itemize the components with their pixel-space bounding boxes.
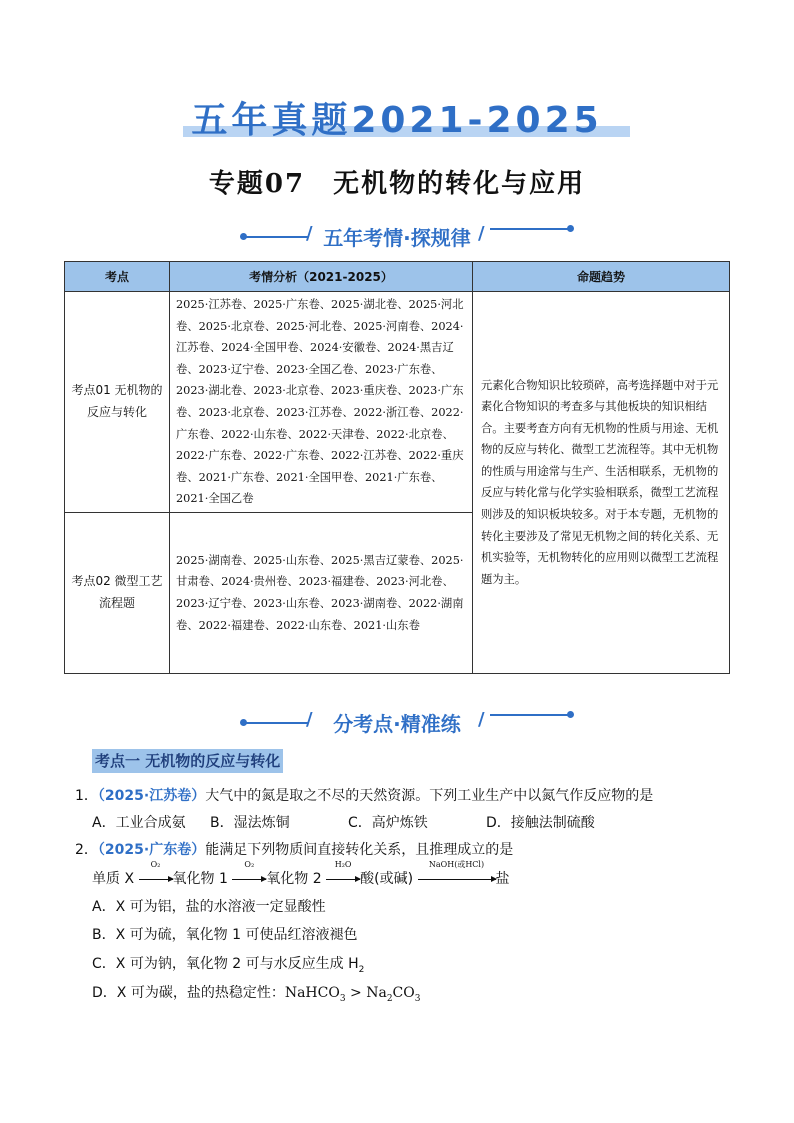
q2-option-c: C．X 可为钠，氧化物 2 可与水反应生成 $H_2$ [92, 956, 365, 975]
q1-option-a: A．工业合成氨 [92, 815, 186, 831]
q1-option-b: B．湿法炼铜 [210, 815, 290, 831]
q2-option-b: B．X 可为硫，氧化物 1 可使品红溶液褪色 [92, 927, 358, 943]
question-text: 能满足下列物质间直接转化关系，且推理成立的是 [205, 842, 514, 858]
banner-title: 分考点·精准练 [333, 712, 461, 736]
q1-option-c: C．高炉炼铁 [348, 815, 428, 831]
chain-substance-2: 氧化物 1 [172, 871, 228, 887]
chain-arrow-4: NaOH(或HCl) [418, 869, 496, 889]
chain-substance-4: 酸(或碱) [360, 871, 414, 887]
page-subtitle: 专题07 无机物的转化与应用 [208, 169, 586, 199]
question-text: 大气中的氮是取之不尽的天然资源。下列工业生产中以氮气作反应物的是 [205, 788, 654, 804]
exam-summary-table [64, 261, 730, 674]
chain-substance-3: 氧化物 2 [266, 871, 322, 887]
chain-arrow-2: O₂ [232, 869, 266, 889]
q2-option-d: D．X 可为碳，盐的热稳定性：NaHCO$_3$ > $Na_2CO_3$ [92, 985, 421, 1004]
table-header-row [65, 262, 730, 292]
chain-substance-1: 单质 X [92, 871, 135, 887]
table-row [65, 292, 730, 513]
section-banner-trends [0, 218, 794, 252]
point-cell-2: 考点02 微型工艺流程题 [65, 512, 170, 673]
conversion-chain [92, 860, 510, 889]
banner-dot-right [567, 711, 574, 718]
banner-slash-left: / [306, 709, 313, 730]
q2-option-a: A．X 可为铝，盐的水溶液一定显酸性 [92, 899, 326, 915]
banner-slash-left: / [306, 223, 313, 244]
point-heading: 考点一 无机物的反应与转化 [92, 749, 283, 773]
analysis-cell-1: 2025·江苏卷、2025·广东卷、2025·湖北卷、2025·河北卷、2025·北京卷、2025·河北卷、2025·河南卷、2024·江苏卷、2024·全国甲卷、2024·安徽卷、2024·黑吉辽卷、2023·辽宁卷、2023·全国乙卷、2023·广东卷、2023·湖北卷、2023·北京卷、2023·重庆卷、2023·广东卷、2023·北京卷、2023·江苏卷、2022·浙江卷、2022·广东卷、2022·山东卷、2022·天津卷、2022·北京卷、2022·广东卷、2022·广东卷、2022·江苏卷、2022·重庆卷、2021·广东卷、2021·全国甲卷、2021·广东卷、2021·全国乙卷 [170, 292, 473, 513]
trend-cell: 元素化合物知识比较琐碎，高考选择题中对于元素化合物知识的考查多与其他板块的知识相结合。主要考查方向有无机物的性质与用途、无机物的反应与转化、微型工艺流程等。其中无机物的性质与用途常与生产、生活相联系，无机物的反应与转化常与化学实验相联系，微型工艺流程则涉及的知识板块较多。对于本专题，无机物的转化主要涉及了常见无机物之间的转化关系、无机实验等，无机物转化的应用则以微型工艺流程题为主。 [473, 292, 730, 674]
banner-dot-right [567, 225, 574, 232]
question-number: 2． [75, 842, 98, 858]
chain-arrow-3: H₂O [326, 869, 360, 889]
q1-option-d: D．接触法制硫酸 [486, 815, 595, 831]
banner-title: 五年考情·探规律 [323, 226, 471, 250]
point-cell-1: 考点01 无机物的反应与转化 [65, 292, 170, 513]
header-analysis: 考情分析（2021-2025） [170, 262, 473, 292]
chain-arrow-1: O₂ [139, 869, 173, 889]
header-trend: 命题趋势 [473, 262, 730, 292]
banner-line-right [490, 714, 568, 716]
banner-line-right [490, 228, 568, 230]
header-point: 考点 [65, 262, 170, 292]
analysis-cell-2: 2025·湖南卷、2025·山东卷、2025·黑吉辽蒙卷、2025·甘肃卷、2024·贵州卷、2023·福建卷、2023·河北卷、2023·辽宁卷、2023·山东卷、2023·湖南卷、2022·湖南卷、2022·福建卷、2022·山东卷、2021·山东卷 [170, 512, 473, 673]
question-source: （2025·江苏卷） [97, 788, 206, 804]
question-number: 1． [75, 788, 98, 804]
question-2-stem [75, 840, 513, 860]
banner-slash-right: / [478, 223, 485, 244]
banner-slash-right: / [478, 709, 485, 730]
question-source: （2025·广东卷） [97, 842, 206, 858]
heat-stability-formula: NaHCO$_3$ > $Na_2CO_3$ [284, 985, 421, 1004]
chain-substance-5: 盐 [495, 871, 510, 887]
page-title: 五年真题2021-2025 [191, 100, 603, 141]
question-1-stem [75, 786, 653, 806]
section-banner-practice [0, 704, 794, 738]
